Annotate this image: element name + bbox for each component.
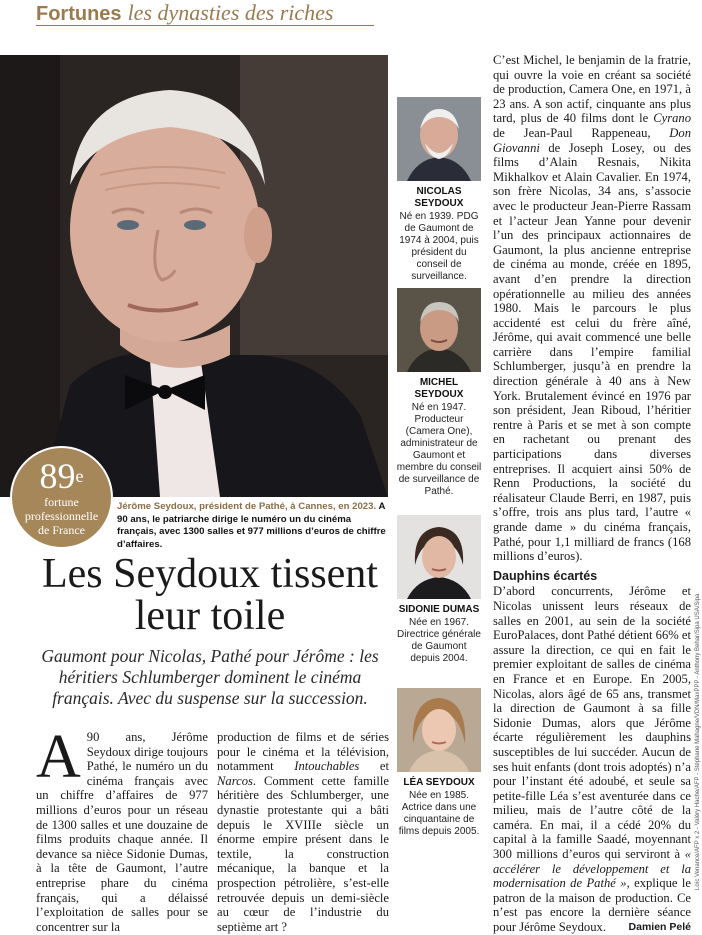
person-nicolas-seydoux <box>396 97 482 283</box>
rank-label-3: de France <box>38 523 85 537</box>
photo-credits-text: Loïc Venance/AFP x 2 - Valéry Hache/AFP - Stéphane Mahagne/VDN/MaxPPP - Anthony Behar/Sipa USA/Sipa <box>695 593 701 890</box>
person-description: Née en 1985. Actrice dans une cinquantaine de films depuis 2005. <box>398 790 480 837</box>
person-name-2: SEYDOUX <box>414 389 464 400</box>
column-3-text-b: de Jean-Paul Rappeneau, <box>493 125 670 140</box>
person-name-1: LÉA SEYDOUX <box>403 777 475 788</box>
rank-badge <box>10 446 113 549</box>
header-rule <box>36 25 374 26</box>
portrait-photo <box>397 97 481 181</box>
person-michel-seydoux <box>396 288 482 498</box>
caption-body: A 90 ans, le patriarche dirige le numéro un du cinéma français, avec 1300 salles et 977 millions d’euros de chiffre d’affaires. <box>117 501 386 550</box>
article-column-1 <box>36 723 208 934</box>
portrait-photo <box>397 515 481 599</box>
column-3-text-d: D’abord concurrents, Jérôme et Nicolas unissent leurs réseaux de salles en 2001, au sein de la société EuroPalaces, dont Pathé détient 66% et assure la direction, ce qui en fait le premier exploitant de salles de cinéma en France et en Europe. En 2005, Nicolas, alors âgé de 65 ans, transmet la direction de Gaumont à sa fille Sidonie Dumas, alors que Jérôme écarte régulièrement les dauphins susceptibles de lui succéder. Aucun de ses huit enfants (dont trois adoptés) n’a pour l’instant été adoubé, et seule sa petite-fille Léa s’est aventurée dans ce milieu, mais de l’autre côté de la caméra. En mai, il a cédé 20% du capital à la famille Saadé, moyennant 300 millions d’euros qui serviront à <box>493 584 691 862</box>
portrait-photo <box>397 688 481 772</box>
film-title-intouchables: Intouchables <box>294 759 360 774</box>
column-2-text-c: . Comment cette famille héritière des Schlumberger, une dynastie protestante qui a bâti depuis le XVIIIe siècle un énorme empire présent dans le textile, la construction mécanique, la banque et la prospection pétrolière, s’est-elle retrouvée depuis un demi-siècle au cœur de l’industrie du septième art ? <box>217 773 389 934</box>
article-column-2 <box>217 730 389 934</box>
person-description: Née en 1967. Directrice générale de Gaumont depuis 2004. <box>397 617 481 664</box>
drop-cap: A <box>36 723 81 791</box>
film-title-cyrano: Cyrano <box>653 111 691 126</box>
hero-photo <box>0 55 388 497</box>
column-2-text-b: et <box>359 759 389 774</box>
author-signature: Damien Pelé <box>628 921 691 934</box>
column-2-text-a: production de films et de séries pour le cinéma et la télévision, notamment <box>217 730 389 774</box>
film-title-narcos: Narcos <box>217 773 253 788</box>
rank-label-1: fortune <box>44 495 79 509</box>
person-lea-seydoux <box>396 688 482 838</box>
film-title-don-giovanni: Don Giovanni <box>493 125 691 155</box>
person-description: Né en 1939. PDG de Gaumont de 1974 à 2004, puis président du conseil de surveillance. <box>399 211 479 282</box>
section-name: Fortunes <box>36 3 122 25</box>
rank-label-2: professionnelle <box>24 509 99 523</box>
article-title: Les Seydoux tissent leur toile <box>42 551 378 639</box>
article-subhead: Dauphins écartés <box>493 568 598 583</box>
photo-caption <box>117 501 389 551</box>
person-sidonie-dumas <box>396 515 482 665</box>
person-description: Né en 1947. Producteur (Camera One), administrateur de Gaumont et membre du conseil de surveillance de Pathé. <box>396 402 482 497</box>
rank-number: 89e <box>39 456 84 496</box>
portrait-photo <box>397 288 481 372</box>
section-subtitle: les dynasties des riches <box>127 0 334 25</box>
section-header <box>36 0 333 24</box>
article-standfirst: Gaumont pour Nicolas, Pathé pour Jérôme : les héritiers Schlumberger dominent le cinéma français. Avec du suspense sur la succession. <box>41 646 379 708</box>
person-name-1: MICHEL <box>419 377 459 388</box>
person-name-1: NICOLAS <box>416 186 462 197</box>
caption-lead: Jérôme Seydoux, président de Pathé, à Cannes, en 2023. <box>117 501 377 512</box>
column-3-text-e: , explique le patron de la maison de production. Ce n’est pas encore la dernière séance pour Jérôme Seydoux. <box>493 876 691 935</box>
photo-credits <box>686 593 701 890</box>
quote: « accélérer le développement et la modernisation de Pathé » <box>493 847 691 891</box>
person-name-2: SEYDOUX <box>414 198 464 209</box>
column-3-text-a: C’est Michel, le benjamin de la fratrie, qui ouvre la voie en créant sa société de production, Camera One, en 1971, à 23 ans. A son actif, cinquante ans plus tard, plus de 40 films dont le <box>493 53 691 126</box>
column-3-text-c: de Joseph Losey, ou des films d’Alain Resnais, Nikita Mikhalkov et Alain Cavalier. En 1974, son frère Nicolas, 34 ans, s’associe avec le producteur Jean-Pierre Rassam et l’acteur Jean Yanne pour devenir l’un des principaux actionnaires de Gaumont, la plus ancienne entreprise de cinéma au monde, créée en 1895, avant d’en prendre la direction opérationnelle au milieu des années 1980. Mais le parcours le plus accidenté est celui du frère aîné, Jérôme, qui avait commencé une belle carrière dans l’empire familial Schlumberger, jusqu’à en prendre la direction générale à 40 ans à New York. Brutalement évincé en 1976 par son président, Jean Riboud, l’héritier rentre à Paris et se met à son compte en rachetant ou prenant des participations dans diverses entreprises. Il acquiert ainsi 50% de Renn Productions, la société du réalisateur Claude Berri, en 1987, puis s’offre, trois ans plus tard, l’autre « grande dame » du cinéma français, Pathé, pour 1,1 milliard de francs (168 millions d’euros). <box>493 140 691 564</box>
person-name-1: SIDONIE DUMAS <box>398 604 480 615</box>
column-1-text: 90 ans, Jérôme Seydoux dirige toujours Pathé, le numéro un du cinéma français avec un chiffre d’affaires de 977 millions d’euros pour un réseau de 1300 salles et une douzaine de films produits chaque année. Il devance sa nièce Sidonie Dumas, à la tête de Gaumont, l’autre entreprise phare du cinéma français, qui a délaissé l’exploitation de salles pour se concentrer sur la <box>36 730 208 934</box>
article-column-3 <box>493 53 691 935</box>
hero-photo-illustration <box>0 55 388 497</box>
